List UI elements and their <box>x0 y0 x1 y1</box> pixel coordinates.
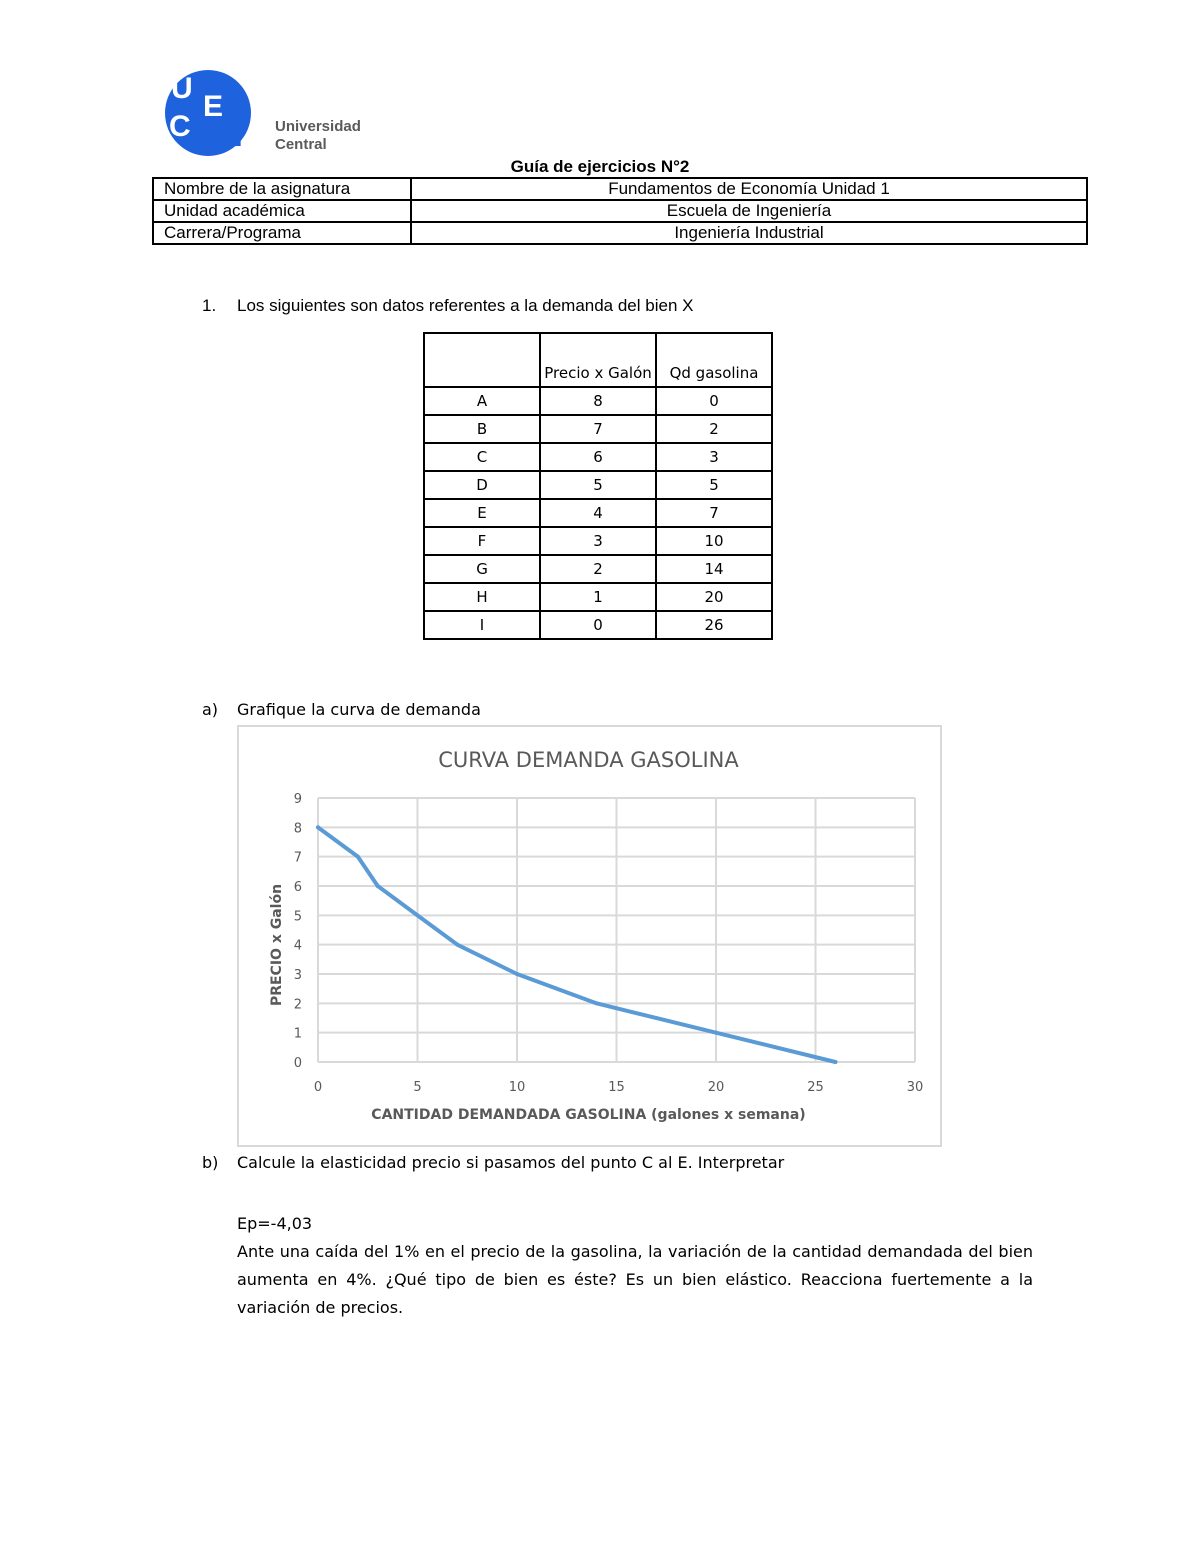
university-name <box>275 118 361 154</box>
course-info-value: Escuela de Ingeniería <box>411 200 1087 222</box>
chart-ytick-label: 6 <box>293 880 302 895</box>
chart-data-point <box>416 913 420 917</box>
part-b-text: Calcule la elasticidad precio si pasamos del punto C al E. Interpretar <box>237 1153 785 1172</box>
table-row <box>424 527 772 555</box>
chart-data-point <box>356 855 360 859</box>
answer-paragraph: Ante una caída del 1% en el precio de la gasolina, la variación de la cantidad demandada del bien aumenta en 4%. ¿Qué tipo de bien es éste? Es un bien elástico. Reacciona fuertemente a la variación de precios. <box>237 1242 1033 1317</box>
chart-ytick-label: 8 <box>293 821 302 837</box>
table-cell-price: 6 <box>540 443 656 471</box>
table-cell-price: 0 <box>540 611 656 639</box>
chart-ytick-label: 9 <box>293 792 302 807</box>
university-name-line1: Universidad <box>275 118 361 135</box>
table-cell-quantity: 7 <box>656 499 772 527</box>
chart-data-point <box>455 943 459 947</box>
course-info-row <box>153 178 1087 200</box>
table-row <box>424 555 772 583</box>
university-name-line2: Central <box>275 136 327 153</box>
chart-ytick-label: 1 <box>293 1026 302 1042</box>
table-cell-point: H <box>424 583 540 611</box>
table-cell-quantity: 10 <box>656 527 772 555</box>
table-body <box>424 387 772 639</box>
course-info-row <box>153 222 1087 244</box>
table-cell-quantity: 3 <box>656 443 772 471</box>
table-cell-point: F <box>424 527 540 555</box>
chart-ytick-label: 4 <box>293 938 302 954</box>
chart-x-axis-label: CANTIDAD DEMANDADA GASOLINA (galones x semana) <box>371 1107 806 1123</box>
course-info-label: Unidad académica <box>153 200 411 222</box>
table-cell-point: A <box>424 387 540 415</box>
chart-xtick-label: 10 <box>508 1080 526 1095</box>
chart-svg <box>239 727 940 1145</box>
logo-letter-c: C <box>169 110 191 143</box>
table-cell-quantity: 5 <box>656 471 772 499</box>
table-cell-quantity: 2 <box>656 415 772 443</box>
table-row <box>424 443 772 471</box>
table-cell-quantity: 14 <box>656 555 772 583</box>
question-1 <box>202 296 693 316</box>
part-a <box>202 700 481 719</box>
chart-data-point <box>376 884 380 888</box>
logo-letter-n: N <box>221 120 243 153</box>
table-cell-point: B <box>424 415 540 443</box>
table-row <box>424 583 772 611</box>
chart-ytick-label: 5 <box>293 909 302 925</box>
table-cell-price: 8 <box>540 387 656 415</box>
table-cell-price: 7 <box>540 415 656 443</box>
question-number: 1. <box>202 296 217 315</box>
table-row <box>424 471 772 499</box>
table-cell-point: E <box>424 499 540 527</box>
chart-data-point <box>515 972 519 976</box>
table-cell-price: 2 <box>540 555 656 583</box>
logo-letter-e: E <box>203 90 224 123</box>
table-cell-quantity: 26 <box>656 611 772 639</box>
chart-y-axis-label: PRECIO x Galón <box>269 883 285 1007</box>
part-a-text: Grafique la curva de demanda <box>237 700 481 719</box>
question-text: Los siguientes son datos referentes a la demanda del bien X <box>237 296 694 315</box>
chart-title: CURVA DEMANDA GASOLINA <box>438 748 739 772</box>
course-info-value: Fundamentos de Economía Unidad 1 <box>411 178 1087 200</box>
chart-data-point <box>714 1031 718 1035</box>
table-header-price: Precio x Galón <box>540 333 656 387</box>
course-info-value: Ingeniería Industrial <box>411 222 1087 244</box>
elasticity-value: Ep=-4,03 <box>237 1214 313 1233</box>
table-cell-price: 4 <box>540 499 656 527</box>
course-info-label: Carrera/Programa <box>153 222 411 244</box>
table-row <box>424 499 772 527</box>
chart-xtick-label: 0 <box>313 1080 323 1095</box>
university-logo <box>165 68 370 156</box>
chart-data-point <box>595 1001 599 1005</box>
chart-data-point <box>316 825 320 829</box>
table-header-point <box>424 333 540 387</box>
table-row <box>424 387 772 415</box>
table-cell-point: D <box>424 471 540 499</box>
chart-ytick-label: 0 <box>293 1056 302 1071</box>
chart-xtick-label: 30 <box>906 1080 924 1095</box>
demand-data-table <box>423 332 773 640</box>
table-cell-price: 1 <box>540 583 656 611</box>
chart-ytick-label: 3 <box>293 968 302 983</box>
part-a-label: a) <box>202 700 219 719</box>
course-info-label: Nombre de la asignatura <box>153 178 411 200</box>
table-cell-quantity: 20 <box>656 583 772 611</box>
table-cell-price: 3 <box>540 527 656 555</box>
chart-ytick-label: 2 <box>293 997 302 1013</box>
table-row <box>424 611 772 639</box>
table-header-quantity: Qd gasolina <box>656 333 772 387</box>
part-b-label: b) <box>202 1153 219 1172</box>
table-row <box>424 415 772 443</box>
table-cell-point: I <box>424 611 540 639</box>
table-cell-point: C <box>424 443 540 471</box>
guide-title: Guía de ejercicios N°2 <box>510 157 690 176</box>
chart-xtick-label: 5 <box>413 1080 422 1095</box>
chart-xtick-label: 15 <box>608 1080 625 1095</box>
table-cell-point: G <box>424 555 540 583</box>
demand-chart <box>237 725 942 1147</box>
table-cell-quantity: 0 <box>656 387 772 415</box>
chart-xtick-label: 20 <box>707 1080 725 1095</box>
chart-data-point <box>833 1060 837 1064</box>
table-cell-price: 5 <box>540 471 656 499</box>
logo-letter-u: U <box>171 72 193 105</box>
part-b <box>202 1153 784 1172</box>
chart-ytick-label: 7 <box>293 850 302 866</box>
course-info-row <box>153 200 1087 222</box>
course-info-table <box>152 177 1088 245</box>
table-header-row <box>424 333 772 387</box>
chart-xtick-label: 25 <box>807 1080 824 1095</box>
answer-block <box>237 1210 1033 1322</box>
